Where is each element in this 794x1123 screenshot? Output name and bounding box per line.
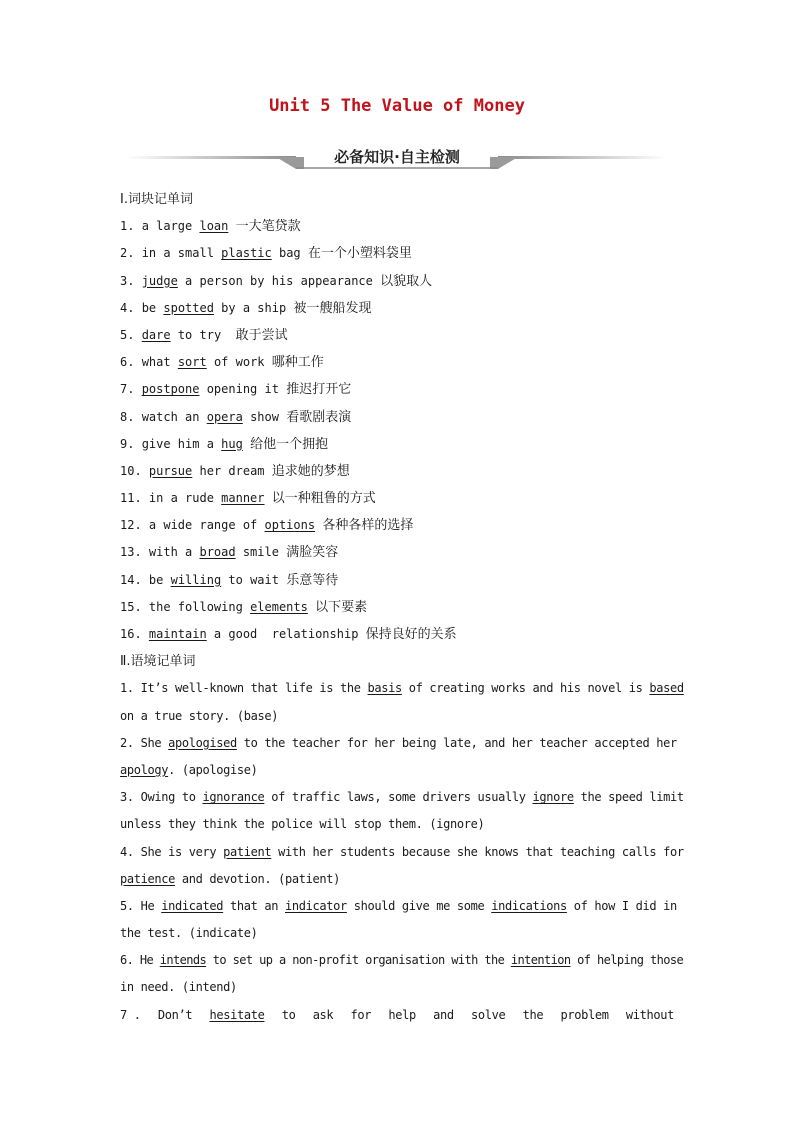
context-questions bbox=[120, 675, 684, 1028]
question-line: patience and devotion. (patient) bbox=[120, 871, 340, 886]
list-item: 10. pursue her dream 追求她的梦想 bbox=[120, 463, 350, 479]
chinese-meaning: 看歌剧表演 bbox=[286, 409, 352, 425]
answer-word: broad bbox=[199, 545, 236, 560]
banner-title: 必备知识·自主检测 bbox=[334, 148, 460, 166]
list-item: 8. watch an opera show 看歌剧表演 bbox=[120, 409, 352, 425]
question-line: 2. She apologised to the teacher for her being late, and her teacher accepted her bbox=[120, 735, 677, 750]
chinese-meaning: 敢于尝试 bbox=[235, 327, 288, 343]
answer-word: judge bbox=[141, 273, 178, 288]
phrase-list bbox=[120, 213, 674, 648]
chinese-meaning: 以貌取人 bbox=[380, 273, 433, 289]
answer-word: options bbox=[264, 518, 316, 533]
section-heading: Ⅱ.语境记单词 bbox=[120, 654, 196, 670]
answer-word: loan bbox=[199, 219, 229, 234]
answer-word: basis bbox=[367, 681, 402, 696]
chinese-meaning: 保持良好的关系 bbox=[365, 627, 457, 642]
answer-word: indicated bbox=[161, 898, 224, 913]
answer-word: pursue bbox=[148, 463, 193, 478]
question-line: the test. (indicate) bbox=[120, 926, 258, 941]
answer-word: apology bbox=[120, 762, 169, 777]
question-line: 3. Owing to ignorance of traffic laws, some drivers usually ignore the speed limit bbox=[120, 790, 684, 805]
list-item: 15. the following elements 以下要素 bbox=[120, 599, 368, 615]
answer-word: opera bbox=[206, 409, 243, 424]
list-item: 9. give him a hug 给他一个拥抱 bbox=[120, 436, 329, 452]
list-item: 14. be willing to wait 乐意等待 bbox=[120, 572, 339, 588]
answer-word: elements bbox=[250, 599, 308, 614]
chinese-meaning: 各种各样的选择 bbox=[322, 518, 414, 534]
list-item: 16. maintain a good relationship 保持良好的关系 bbox=[120, 627, 457, 642]
chinese-meaning: 一大笔贷款 bbox=[235, 219, 301, 235]
question-line: on a true story. (base) bbox=[120, 708, 279, 723]
question-line: 6. He intends to set up a non-profit organisation with the intention of helping those bbox=[120, 953, 684, 968]
answer-word: ignorance bbox=[202, 790, 265, 805]
chinese-meaning: 推迟打开它 bbox=[286, 382, 352, 398]
worksheet-content bbox=[120, 186, 684, 1029]
answer-word: based bbox=[649, 681, 684, 696]
chinese-meaning: 在一个小塑料袋里 bbox=[307, 246, 412, 262]
answer-word: intention bbox=[510, 953, 571, 968]
list-item: 3. judge a person by his appearance 以貌取人 bbox=[120, 273, 433, 289]
section-heading: Ⅰ.词块记单词 bbox=[120, 192, 193, 207]
answer-word: hug bbox=[221, 436, 243, 451]
answer-word: patience bbox=[120, 871, 175, 886]
chinese-meaning: 满脸笑容 bbox=[286, 545, 339, 561]
chinese-meaning: 以下要素 bbox=[315, 599, 368, 615]
list-item: 12. a wide range of options 各种各样的选择 bbox=[120, 518, 414, 534]
chinese-meaning: 哪种工作 bbox=[271, 355, 324, 371]
chinese-meaning: 追求她的梦想 bbox=[271, 463, 350, 479]
section-banner bbox=[126, 146, 668, 170]
answer-word: willing bbox=[170, 572, 222, 587]
chinese-meaning: 乐意等待 bbox=[286, 572, 339, 588]
question-line: 7 . Don’t hesitate to ask for help and solve the problem without bbox=[120, 1002, 674, 1029]
page-title: Unit 5 The Value of Money bbox=[269, 96, 525, 116]
list-item: 4. be spotted by a ship 被一艘船发现 bbox=[120, 300, 372, 316]
answer-word: intends bbox=[159, 953, 207, 968]
question-line: unless they think the police will stop them. (ignore) bbox=[120, 817, 485, 832]
chinese-meaning: 给他一个拥抱 bbox=[250, 436, 329, 452]
question-line: 4. She is very patient with her students because she knows that teaching calls for bbox=[120, 844, 684, 859]
list-item: 6. what sort of work 哪种工作 bbox=[120, 355, 324, 371]
question-line: 5. He indicated that an indicator should give me some indications of how I did in bbox=[120, 898, 677, 913]
answer-word: postpone bbox=[141, 382, 200, 397]
list-item: 13. with a broad smile 满脸笑容 bbox=[120, 545, 339, 561]
answer-word: patient bbox=[223, 844, 272, 859]
question-line: 1. It’s well-known that life is the basis of creating works and his novel is based bbox=[120, 681, 684, 696]
list-item: 11. in a rude manner 以一种粗鲁的方式 bbox=[120, 491, 376, 507]
answer-word: spotted bbox=[163, 300, 214, 315]
answer-word: indications bbox=[491, 898, 567, 913]
list-item: 1. a large loan 一大笔贷款 bbox=[120, 219, 301, 235]
answer-word: manner bbox=[221, 491, 265, 506]
answer-word: hesitate bbox=[209, 1007, 265, 1022]
list-item: 2. in a small plastic bag 在一个小塑料袋里 bbox=[120, 246, 412, 262]
answer-word: plastic bbox=[221, 246, 272, 261]
list-item: 5. dare to try 敢于尝试 bbox=[120, 327, 288, 343]
chinese-meaning: 以一种粗鲁的方式 bbox=[271, 491, 376, 507]
answer-word: indicator bbox=[285, 898, 347, 913]
question-line: in need. (intend) bbox=[120, 980, 237, 995]
answer-word: apologised bbox=[168, 735, 237, 750]
chinese-meaning: 被一艘船发现 bbox=[293, 300, 372, 316]
question-line: apology. (apologise) bbox=[120, 762, 258, 777]
answer-word: ignore bbox=[532, 790, 574, 805]
list-item: 7. postpone opening it 推迟打开它 bbox=[120, 382, 352, 398]
answer-word: dare bbox=[141, 327, 171, 342]
answer-word: maintain bbox=[148, 627, 207, 641]
answer-word: sort bbox=[177, 355, 207, 370]
